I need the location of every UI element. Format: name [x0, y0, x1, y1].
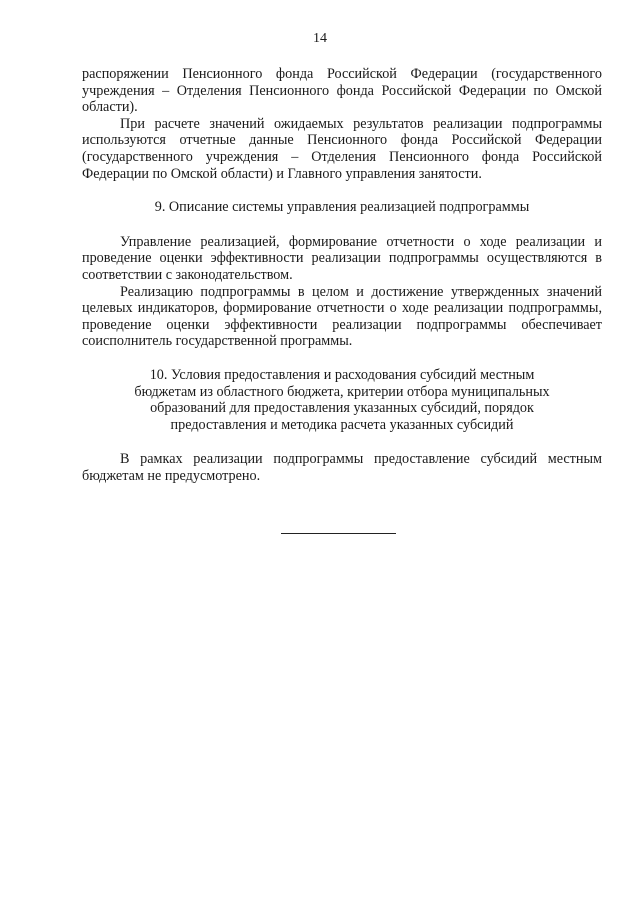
paragraph-subsidies: В рамках реализации подпрограммы предоставление субсидий местным бюджетам не предусмотрено.: [82, 451, 602, 484]
section-9-title: 9. Описание системы управления реализацией подпрограммы: [154, 199, 530, 216]
end-of-text-divider: [281, 533, 396, 534]
section-10-title-line: предоставления и методика расчета указанных субсидий: [170, 416, 514, 433]
section-10-title: [82, 367, 602, 433]
paragraph-management: Управление реализацией, формирование отчетности о ходе реализации и проведение оценки эффективности реализации подпрограммы осуществляются в соответствии с законодательством.: [82, 233, 602, 283]
paragraph-continuation: распоряжении Пенсионного фонда Российской Федерации (государственного учреждения – Отделения Пенсионного фонда Российской Федерации по Омской области).: [82, 66, 602, 116]
spacer: [82, 350, 602, 367]
page-number: 14: [313, 31, 327, 46]
paragraph-implementation: Реализацию подпрограммы в целом и достижение утвержденных значений целевых индикаторов, формирование отчетности о ходе реализации подпрограммы, проведение оценки эффективности реализации подпрограммы обеспечивает соисполнитель государственной программы.: [82, 283, 602, 350]
paragraph-calculation-data: При расчете значений ожидаемых результатов реализации подпрограммы используются отчетные данные Пенсионного фонда Российской Федерации (государственного учреждения – Отделения Пенсионного фонда Российской Федерации по Омской области) и Главного управления занятости.: [82, 115, 602, 182]
spacer: [82, 182, 602, 199]
spacer: [82, 216, 602, 234]
section-10-title-line: образований для предоставления указанных субсидий, порядок: [150, 400, 534, 417]
section-10-title-line: бюджетам из областного бюджета, критерии отбора муниципальных: [134, 383, 550, 400]
spacer: [82, 433, 602, 451]
page-content: [82, 66, 602, 484]
section-10-title-line: 10. Условия предоставления и расходования субсидий местным: [149, 366, 535, 383]
